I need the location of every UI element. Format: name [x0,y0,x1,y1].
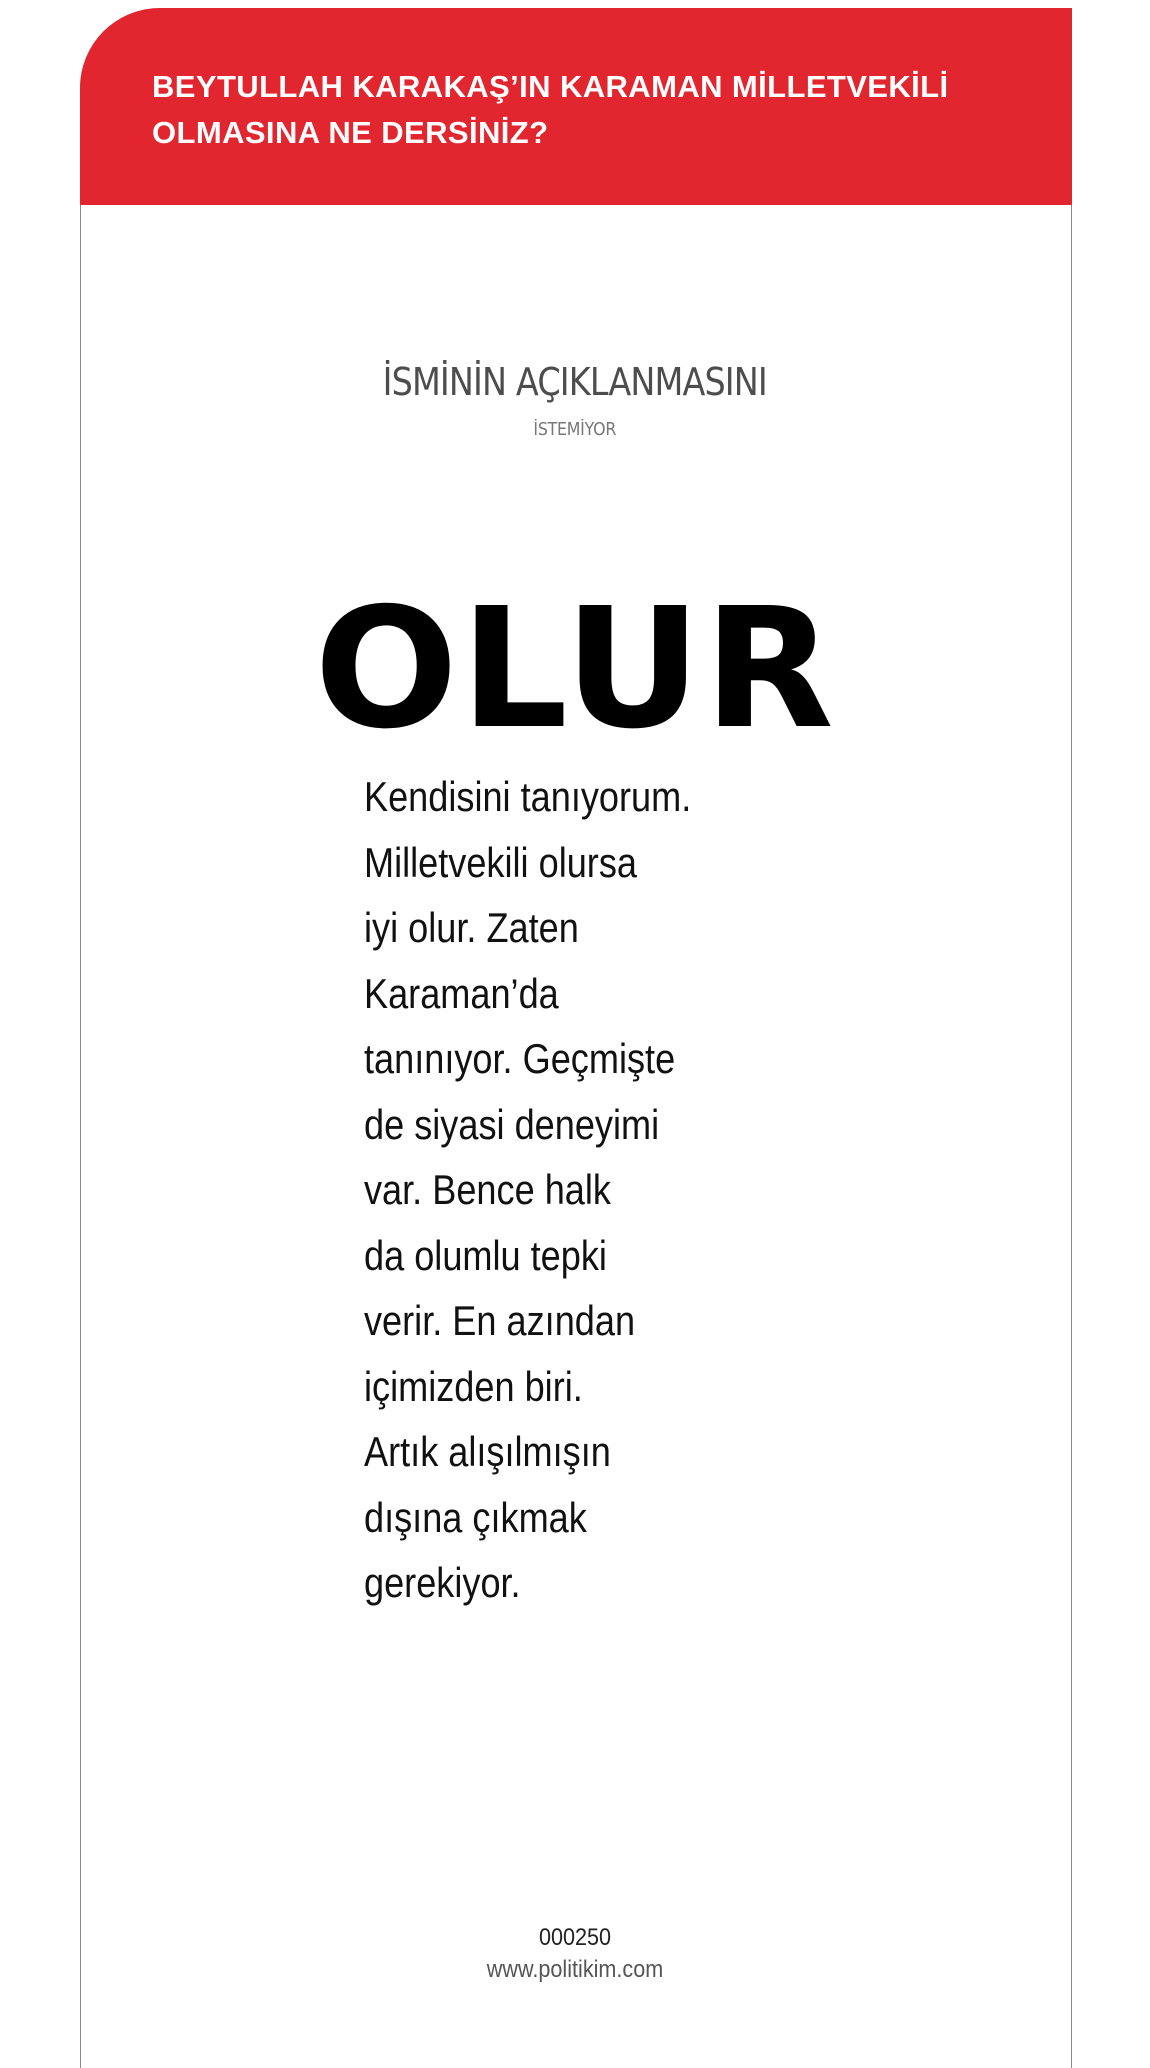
answer-line: içimizden biri. [364,1362,583,1410]
question-text [152,64,1032,156]
question-line-2: OLMASINA NE DERSİNİZ? [152,115,549,150]
answer-line: Kendisini tanıyorum. [364,773,692,820]
answer-line: dışına çıkmak [364,1493,587,1541]
answer-line: Artık alışılmışın [364,1428,611,1475]
question-header [80,8,1072,205]
answer-line: tanınıyor. Geçmişte [364,1035,676,1082]
answer-line: gerekiyor. [364,1559,521,1606]
answer-line: iyi olur. Zaten [364,904,579,951]
answer-line: da olumlu tepki [364,1231,607,1279]
question-line-1: BEYTULLAH KARAKAŞ’IN KARAMAN MİLLETVEKİLİ [152,69,949,104]
answer-body [364,764,794,1616]
respondent-name: İSMİNİN AÇIKLANMASINI [382,360,767,404]
footer-code: 000250 [538,1924,612,1951]
answer-line: Karaman’da [364,969,559,1017]
answer-line: de siyasi deneyimi [364,1100,660,1148]
footer-website-link[interactable]: www.politikim.com [486,1956,664,1983]
answer-line: verir. En azından [364,1297,636,1344]
answer-line: Milletvekili olursa [364,838,637,886]
answer-verdict: OLUR [314,573,836,766]
answer-line: var. Bence halk [364,1166,611,1213]
respondent-title: İSTEMİYOR [533,419,617,440]
